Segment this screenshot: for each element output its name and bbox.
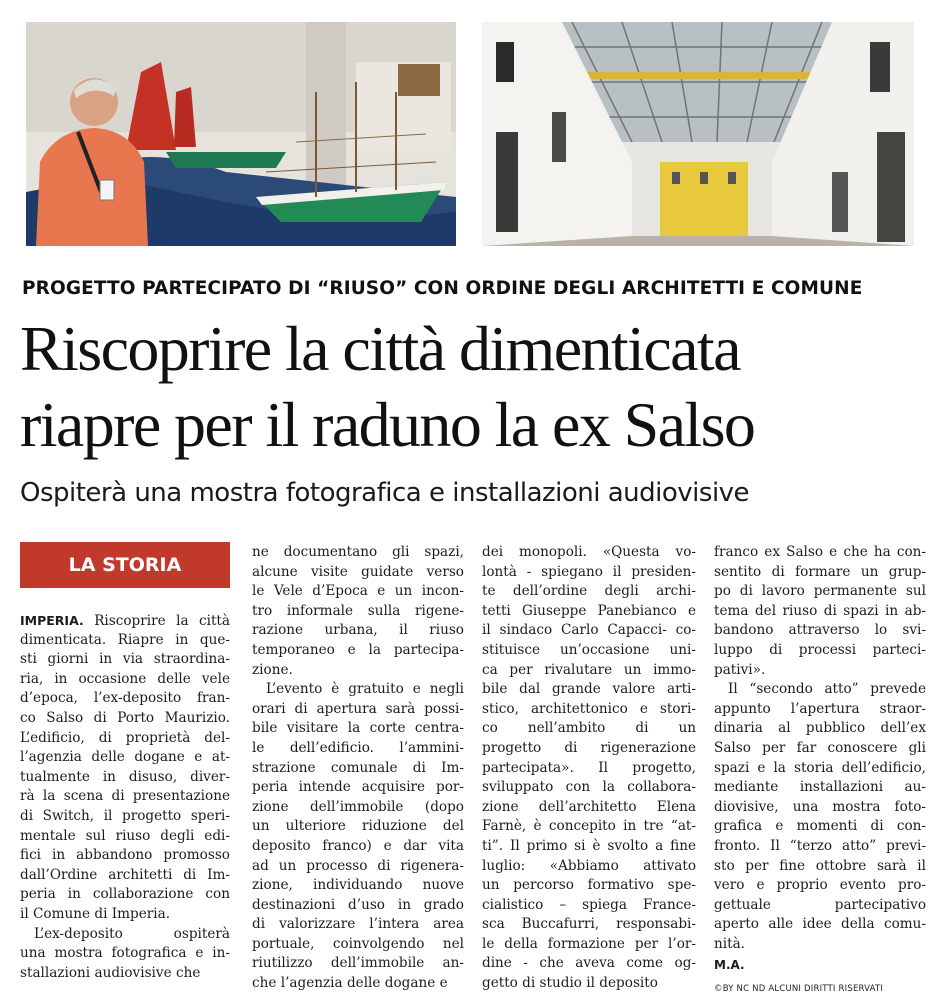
headline-line-2: riapre per il raduno la ex Salso: [20, 389, 755, 460]
article-line: di Switch, il progetto speri-: [20, 807, 230, 824]
article-line: destinazioni d’uso in grado: [252, 896, 464, 913]
article-line: temporaneo e la partecipa-: [252, 641, 464, 658]
article-line: l’agenzia delle dogane e at-: [20, 749, 230, 766]
article-line: luglio: «Abbiamo attivato: [482, 857, 696, 874]
photo-ship-models: [26, 22, 456, 246]
article-line: pativi».: [714, 661, 766, 678]
article-line: dinaria al pubblico dell’ex: [714, 720, 926, 737]
article-line: vero e proprio evento pro-: [714, 877, 926, 894]
article-line: il sindaco Carlo Capacci- co-: [482, 622, 696, 639]
article-line: ca per rivalutare un immo-: [482, 661, 696, 678]
article-line: le dell’edificio. l’ammini-: [252, 739, 464, 756]
article-line: sti giorni in via straordina-: [20, 651, 230, 668]
article-line: portuale, coinvolgendo nel: [252, 935, 464, 952]
kicker: PROGETTO PARTECIPATO DI “RIUSO” CON ORDINE DEGLI ARCHITETTI E COMUNE: [22, 278, 863, 299]
article-line: il Comune di Imperia.: [20, 905, 171, 922]
article-line: te dell’ordine degli archi-: [482, 583, 696, 600]
photo-warehouse-interior: [482, 22, 914, 246]
article-line: tualmente in disuso, diver-: [20, 768, 230, 785]
article-column-3: [482, 543, 696, 994]
article-line: tetti Giuseppe Panebianco e: [482, 602, 696, 619]
article-line: grafica e momenti di con-: [714, 818, 926, 835]
article-line: sentito di formare un grup-: [714, 563, 926, 580]
article-column-2: [252, 543, 464, 994]
article-line: bile dal grande valore arti-: [482, 681, 696, 698]
article-line: zione, individuando nuove: [252, 877, 464, 894]
subheadline: Ospiterà una mostra fotografica e installazioni audiovisive: [20, 478, 750, 508]
article-line: alcune visite guidate verso: [252, 563, 464, 580]
article-line-text: Riscoprire la città: [83, 613, 230, 629]
article-line: mediante installazioni au-: [714, 779, 926, 796]
article-line: diovisive, una mostra foto-: [714, 798, 926, 815]
article-line: fronto. Il “terzo atto” previ-: [714, 837, 926, 854]
article-line: co Salso di Porto Maurizio.: [20, 709, 230, 726]
article-line: dine - che aveva come og-: [482, 955, 696, 972]
article-line: tema del riuso di spazi in ab-: [714, 602, 926, 619]
article-line: lontà - spiegano il presiden-: [482, 563, 696, 580]
article-line: una mostra fotografica e in-: [20, 945, 230, 962]
article-line: sca Buccafurri, responsabi-: [482, 916, 696, 933]
article-line: le Vele d’Epoca e un incon-: [252, 583, 464, 600]
article-line: ria, in occasione delle vele: [20, 670, 230, 687]
headline-line-1: Riscoprire la città dimenticata: [20, 313, 740, 384]
article-line: getto di studio il deposito: [482, 975, 658, 992]
article-line: partecipata». Il progetto,: [482, 759, 696, 776]
article-column-4: [714, 543, 926, 1000]
article-line: strazione comunale di Im-: [252, 759, 464, 776]
article-line: L’ex-deposito ospiterà: [34, 925, 230, 942]
article-line: po di lavoro permanente sul: [714, 583, 926, 600]
article-line: bandono attraverso lo svi-: [714, 622, 926, 639]
article-line: franco ex Salso e che ha con-: [714, 544, 926, 560]
article-line: Farnè, è concepito in tre “at-: [482, 818, 696, 835]
article-line: stituisce un’occasione uni-: [482, 641, 696, 658]
article-line: d’epoca, l’ex-deposito fran-: [20, 690, 230, 707]
article-line: riutilizzo dell’immobile an-: [252, 955, 464, 972]
article-line: sviluppato con la collabora-: [482, 779, 696, 796]
article-line: Salso per far conoscere gli: [714, 739, 926, 756]
article-line: stico, architettonico e stori-: [482, 700, 696, 717]
article-line: rà la scena di presentazione: [20, 788, 230, 805]
article-line: luppo di processi parteci-: [714, 641, 926, 658]
article-line: sto per fine ottobre sarà il: [714, 857, 926, 874]
article-line: L’evento è gratuito e negli: [266, 681, 464, 698]
article-line: che l’agenzia delle dogane e: [252, 975, 448, 992]
article-line: Il “secondo atto” prevede: [728, 681, 926, 698]
article-line: ad un processo di rigenera-: [252, 857, 464, 874]
article-line: di valorizzare l’intera area: [252, 916, 464, 933]
article-line: un ulteriore riduzione del: [252, 818, 464, 835]
article-line: spazi e la storia dell’edificio,: [714, 759, 926, 776]
article-line: dei monopoli. «Questa vo-: [482, 544, 696, 560]
author-signature: M.A.: [714, 958, 745, 973]
article-line: L’edificio, di proprietà del-: [20, 729, 230, 746]
article-line: tro informale sulla rigene-: [252, 602, 464, 619]
article-line: progetto di rigenerazione: [482, 739, 696, 756]
article-line: appunto l’apertura straor-: [714, 700, 926, 717]
article-line: mentale sul riuso degli edi-: [20, 827, 230, 844]
article-line: zione.: [252, 661, 293, 678]
article-line: [20, 611, 230, 631]
article-line: zione dell’immobile (dopo: [252, 798, 464, 815]
article-line: un percorso formativo spe-: [482, 877, 696, 894]
article-line: ti”. Il primo si è svolto a fine: [482, 837, 696, 854]
article-line: bile visitare la corte centra-: [252, 720, 464, 737]
article-line: fici in abbandono promosso: [20, 847, 230, 864]
article-line: cialistico – spiega France-: [482, 896, 696, 913]
article-line: deposito franco) e dar vita: [252, 837, 464, 854]
article-line: gettuale partecipativo: [714, 896, 926, 913]
article-line: nità.: [714, 935, 745, 952]
article-line: ne documentano gli spazi,: [252, 544, 464, 560]
article-line: zione dell’architetto Elena: [482, 798, 696, 815]
article-line: aperto alle idee della comu-: [714, 916, 926, 933]
article-line: razione urbana, il riuso: [252, 622, 464, 639]
article-line: dall’Ordine architetti di Im-: [20, 866, 230, 883]
article-line: co nell’ambito di un: [482, 720, 696, 737]
article-line: peria intende acquisire por-: [252, 779, 464, 796]
article-line: peria in collaborazione con: [20, 886, 230, 903]
article-line: dimenticata. Riapre in que-: [20, 631, 230, 648]
article-column-1: [20, 611, 230, 983]
article-line: stallazioni audiovisive che: [20, 964, 201, 981]
section-tag: LA STORIA: [20, 542, 230, 588]
article-line: le della formazione per l’or-: [482, 935, 696, 952]
article-line: orari di apertura sarà possi-: [252, 700, 464, 717]
license-credit: ©BY NC ND ALCUNI DIRITTI RISERVATI: [714, 984, 884, 995]
dateline: IMPERIA.: [20, 613, 84, 628]
